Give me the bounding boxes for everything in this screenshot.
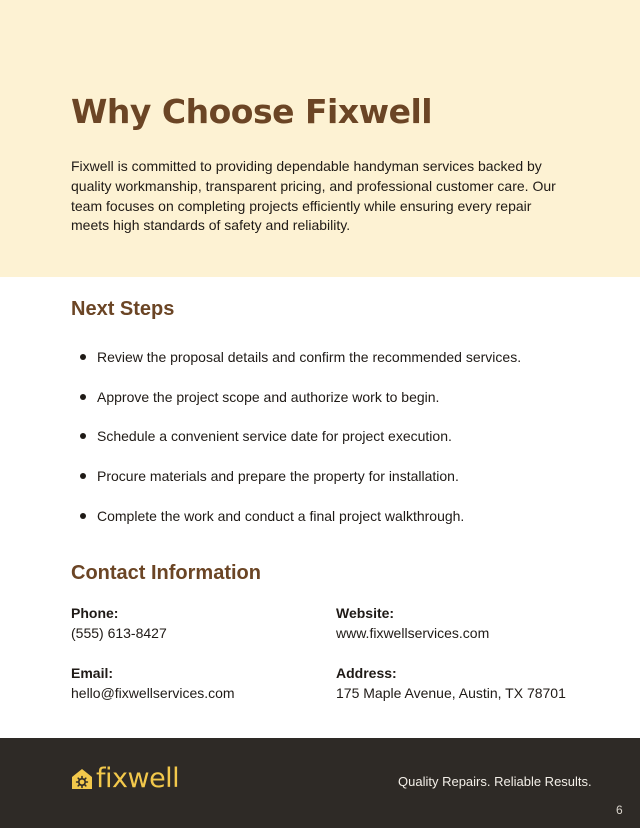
list-item (71, 426, 591, 466)
contact-website (336, 603, 489, 643)
contact-address (336, 663, 566, 703)
email-value: hello@fixwellservices.com (71, 685, 235, 701)
list-item-text: Approve the project scope and authorize work to begin. (97, 388, 440, 405)
contact-phone (71, 603, 167, 643)
list-item (71, 466, 591, 506)
address-value: 175 Maple Avenue, Austin, TX 78701 (336, 685, 566, 701)
next-steps-list (71, 347, 591, 545)
list-item (71, 506, 591, 546)
phone-label: Phone: (71, 605, 119, 621)
list-item-text: Procure materials and prepare the property for installation. (97, 468, 459, 485)
footer-tagline: Quality Repairs. Reliable Results. (398, 774, 592, 789)
contact-email (71, 663, 235, 703)
bullet-icon (80, 513, 86, 519)
bullet-icon (80, 354, 86, 360)
website-value: www.fixwellservices.com (336, 625, 490, 641)
next-steps-heading: Next Steps (71, 298, 175, 320)
contact-heading: Contact Information (71, 562, 261, 584)
bullet-icon (80, 473, 86, 479)
page-title: Why Choose Fixwell (71, 92, 433, 131)
bullet-icon (80, 433, 86, 439)
hero-section (0, 0, 640, 277)
logo-wordmark: fixwell (96, 763, 180, 794)
address-label: Address: (336, 665, 397, 681)
phone-value: (555) 613-8427 (71, 625, 167, 641)
list-item (71, 347, 591, 387)
list-item-text: Schedule a convenient service date for project execution. (97, 428, 452, 445)
footer (0, 738, 640, 828)
bullet-icon (80, 394, 86, 400)
list-item (71, 387, 591, 427)
fixwell-logo (71, 764, 179, 794)
house-gear-icon (71, 768, 93, 790)
intro-paragraph: Fixwell is committed to providing dependable handyman services backed by quality workmanship, transparent pricing, and professional customer care. Our team focuses on completing projects efficiently while ensuring every repair meets high standards of safety and reliability. (71, 158, 556, 234)
list-item-text: Review the proposal details and confirm the recommended services. (97, 349, 522, 365)
page-number: 6 (616, 803, 623, 817)
list-item-text: Complete the work and conduct a final project walkthrough. (97, 507, 465, 524)
email-label: Email: (71, 665, 114, 681)
website-label: Website: (336, 605, 395, 621)
